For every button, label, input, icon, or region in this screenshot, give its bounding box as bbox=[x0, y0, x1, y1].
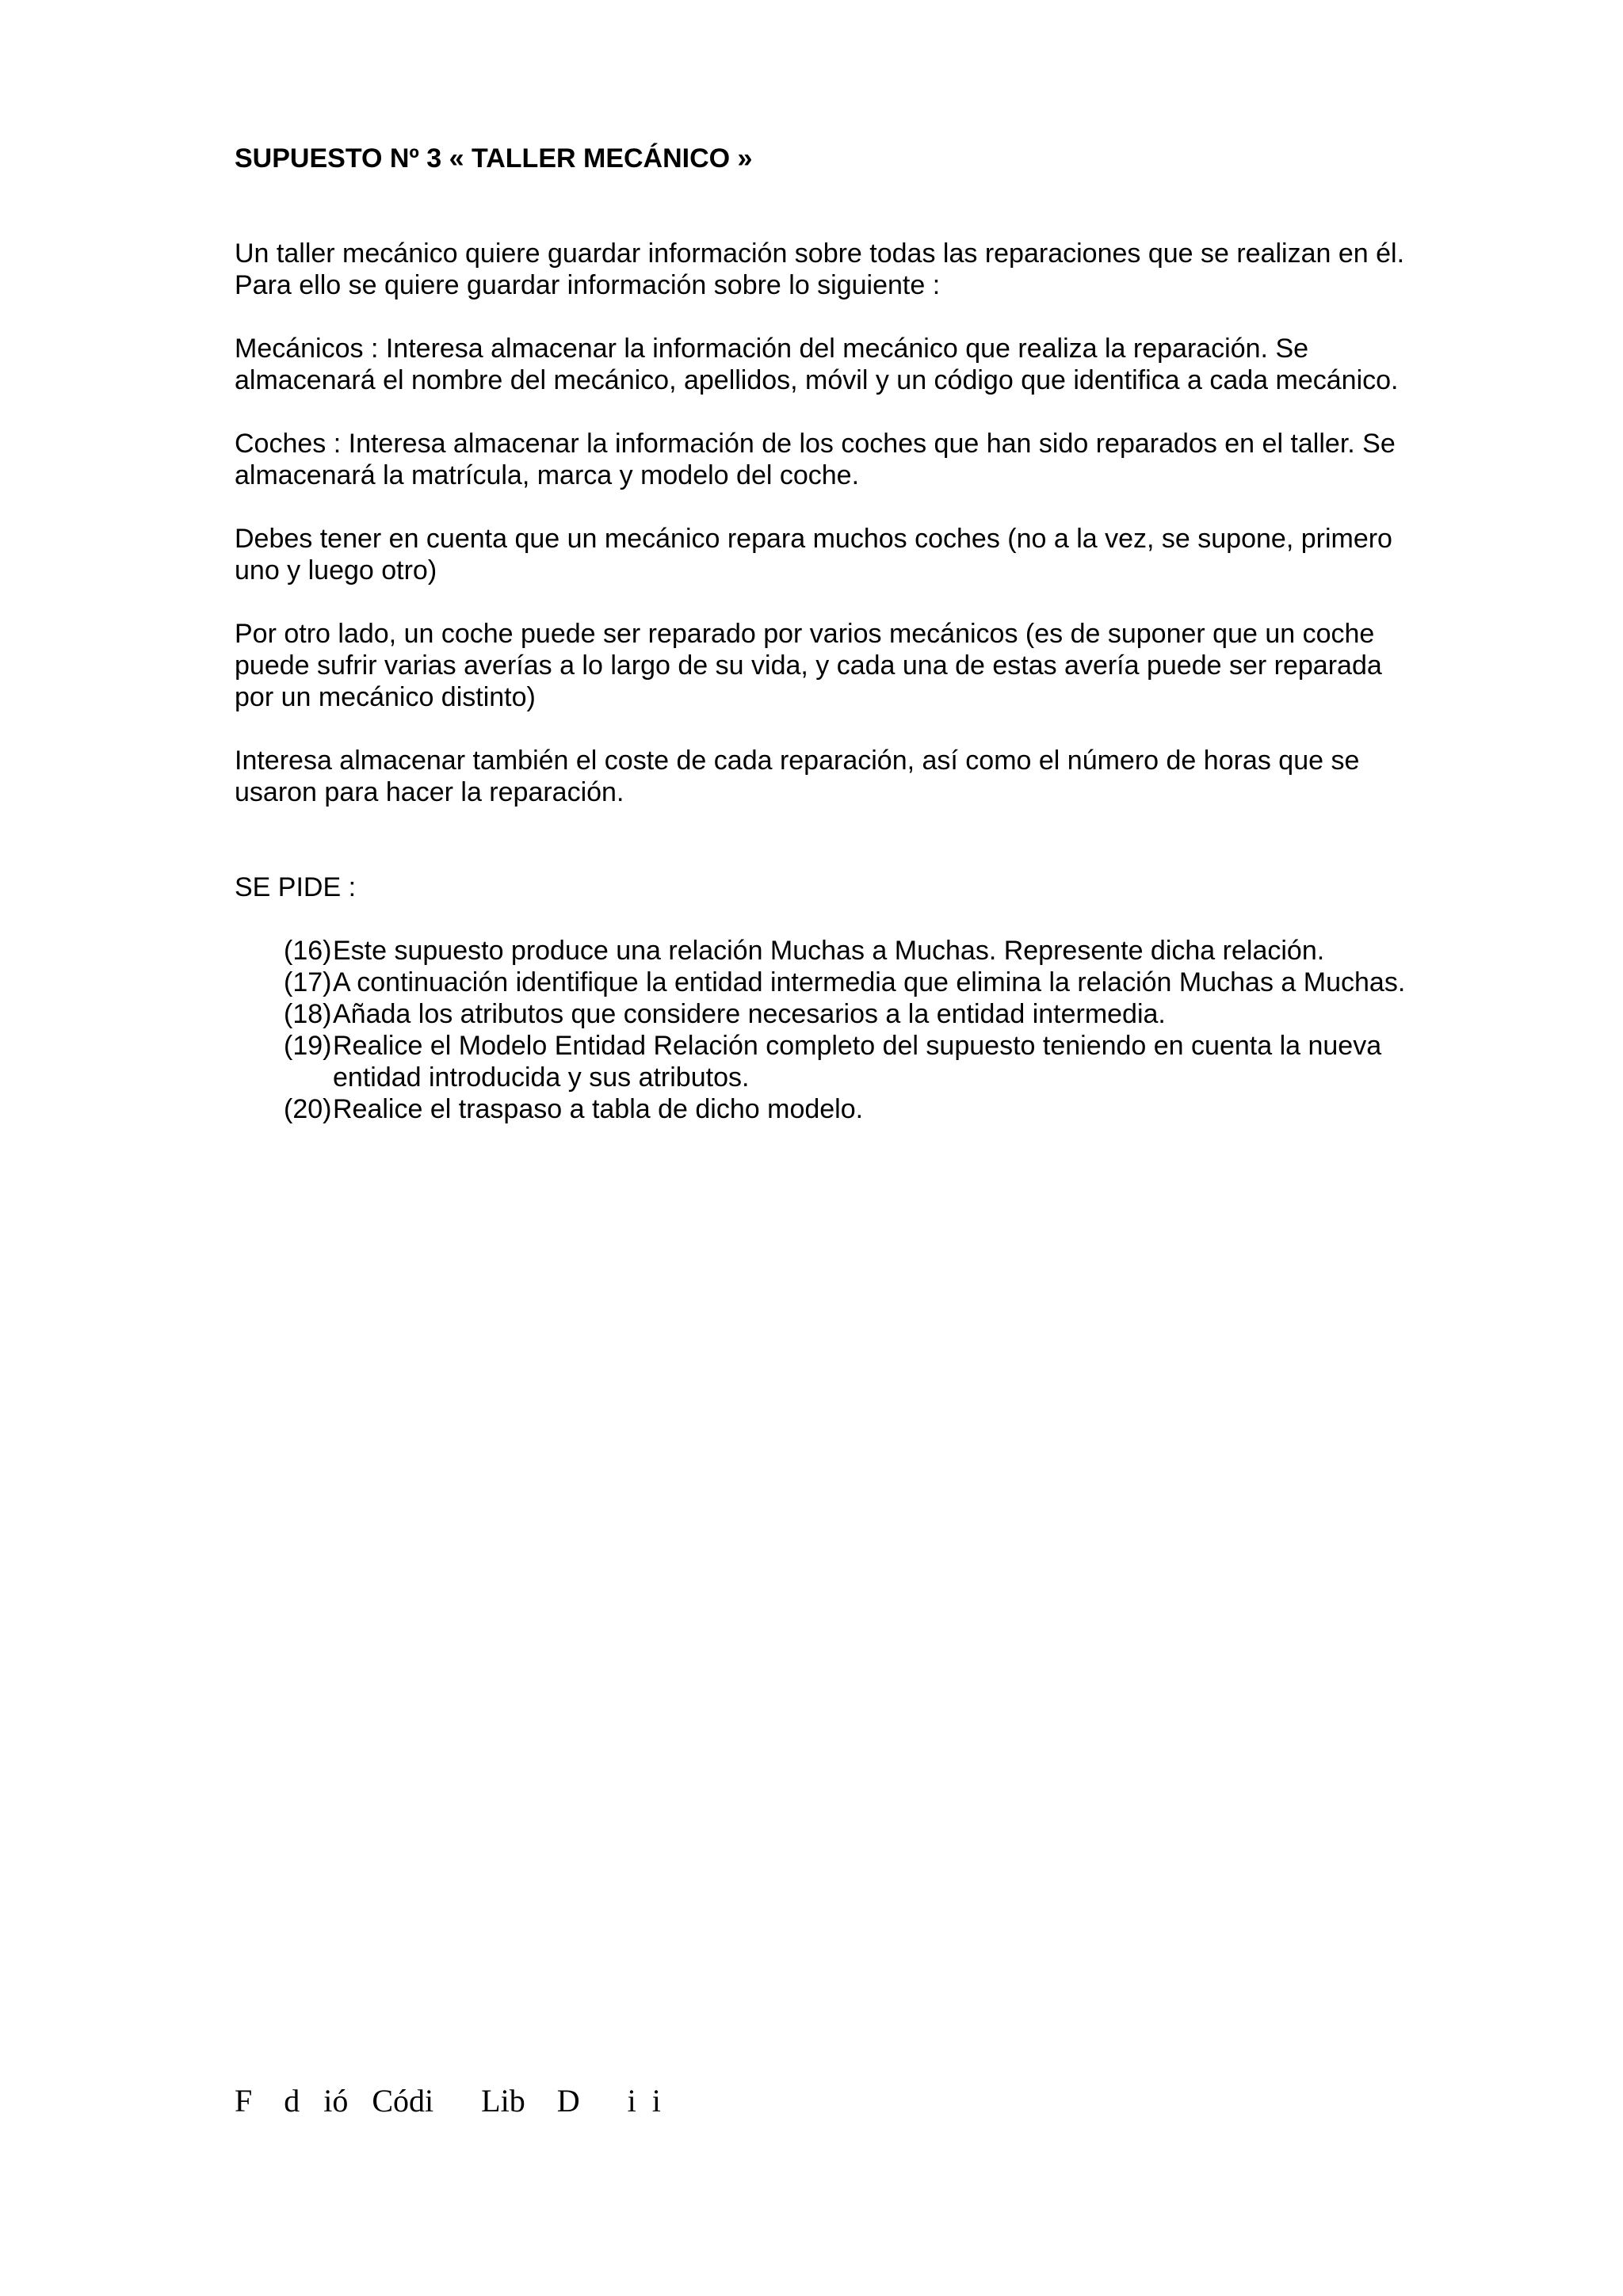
paragraph-mecanicos: Mecánicos : Interesa almacenar la información del mecánico que realiza la reparación. Se almacenará el nombre del mecánico, apellidos, móvil y un código que identifica a cada mecánico. bbox=[235, 334, 1399, 395]
task-text: Realice el traspaso a tabla de dicho modelo. bbox=[333, 1094, 864, 1124]
task-number: (17) bbox=[284, 967, 332, 997]
task-number: (18) bbox=[284, 999, 332, 1029]
task-text: Realice el Modelo Entidad Relación completo del supuesto teniendo en cuenta la nueva entidad introducida y sus atributos. bbox=[333, 1031, 1382, 1093]
se-pide-heading: SE PIDE : bbox=[235, 872, 357, 902]
task-list bbox=[235, 935, 1423, 1125]
task-item bbox=[284, 1030, 1423, 1093]
task-item bbox=[284, 998, 1423, 1030]
paragraph-intro: Un taller mecánico quiere guardar información sobre todas las reparaciones que se realizan en él. Para ello se quiere guardar información sobre lo siguiente : bbox=[235, 238, 1405, 300]
task-number: (19) bbox=[284, 1031, 332, 1061]
document-title: SUPUESTO Nº 3 « TALLER MECÁNICO » bbox=[235, 143, 753, 174]
page-footer: F d ió Códi Lib D i i bbox=[235, 2083, 661, 2119]
task-number: (16) bbox=[284, 936, 332, 966]
task-text: A continuación identifique la entidad intermedia que elimina la relación Muchas a Muchas. bbox=[333, 967, 1406, 997]
paragraph-coches: Coches : Interesa almacenar la información de los coches que han sido reparados en el taller. Se almacenará la matrícula, marca y modelo del coche. bbox=[235, 429, 1396, 490]
paragraph-coste: Interesa almacenar también el coste de cada reparación, así como el número de horas que se usaron para hacer la reparación. bbox=[235, 746, 1360, 807]
task-item bbox=[284, 935, 1423, 967]
paragraph-mecanico-repara: Debes tener en cuenta que un mecánico repara muchos coches (no a la vez, se supone, primero uno y luego otro) bbox=[235, 524, 1392, 585]
task-text: Añada los atributos que considere necesarios a la entidad intermedia. bbox=[333, 999, 1166, 1029]
document-body bbox=[235, 143, 1423, 1125]
paragraph-coche-reparado: Por otro lado, un coche puede ser reparado por varios mecánicos (es de suponer que un coche puede sufrir varias averías a lo largo de su vida, y cada una de estas avería puede ser reparada por un mecánico distinto) bbox=[235, 619, 1382, 712]
task-text: Este supuesto produce una relación Muchas a Muchas. Represente dicha relación. bbox=[333, 936, 1325, 966]
task-number: (20) bbox=[284, 1094, 332, 1124]
task-item bbox=[284, 967, 1423, 998]
task-item bbox=[284, 1093, 1423, 1125]
